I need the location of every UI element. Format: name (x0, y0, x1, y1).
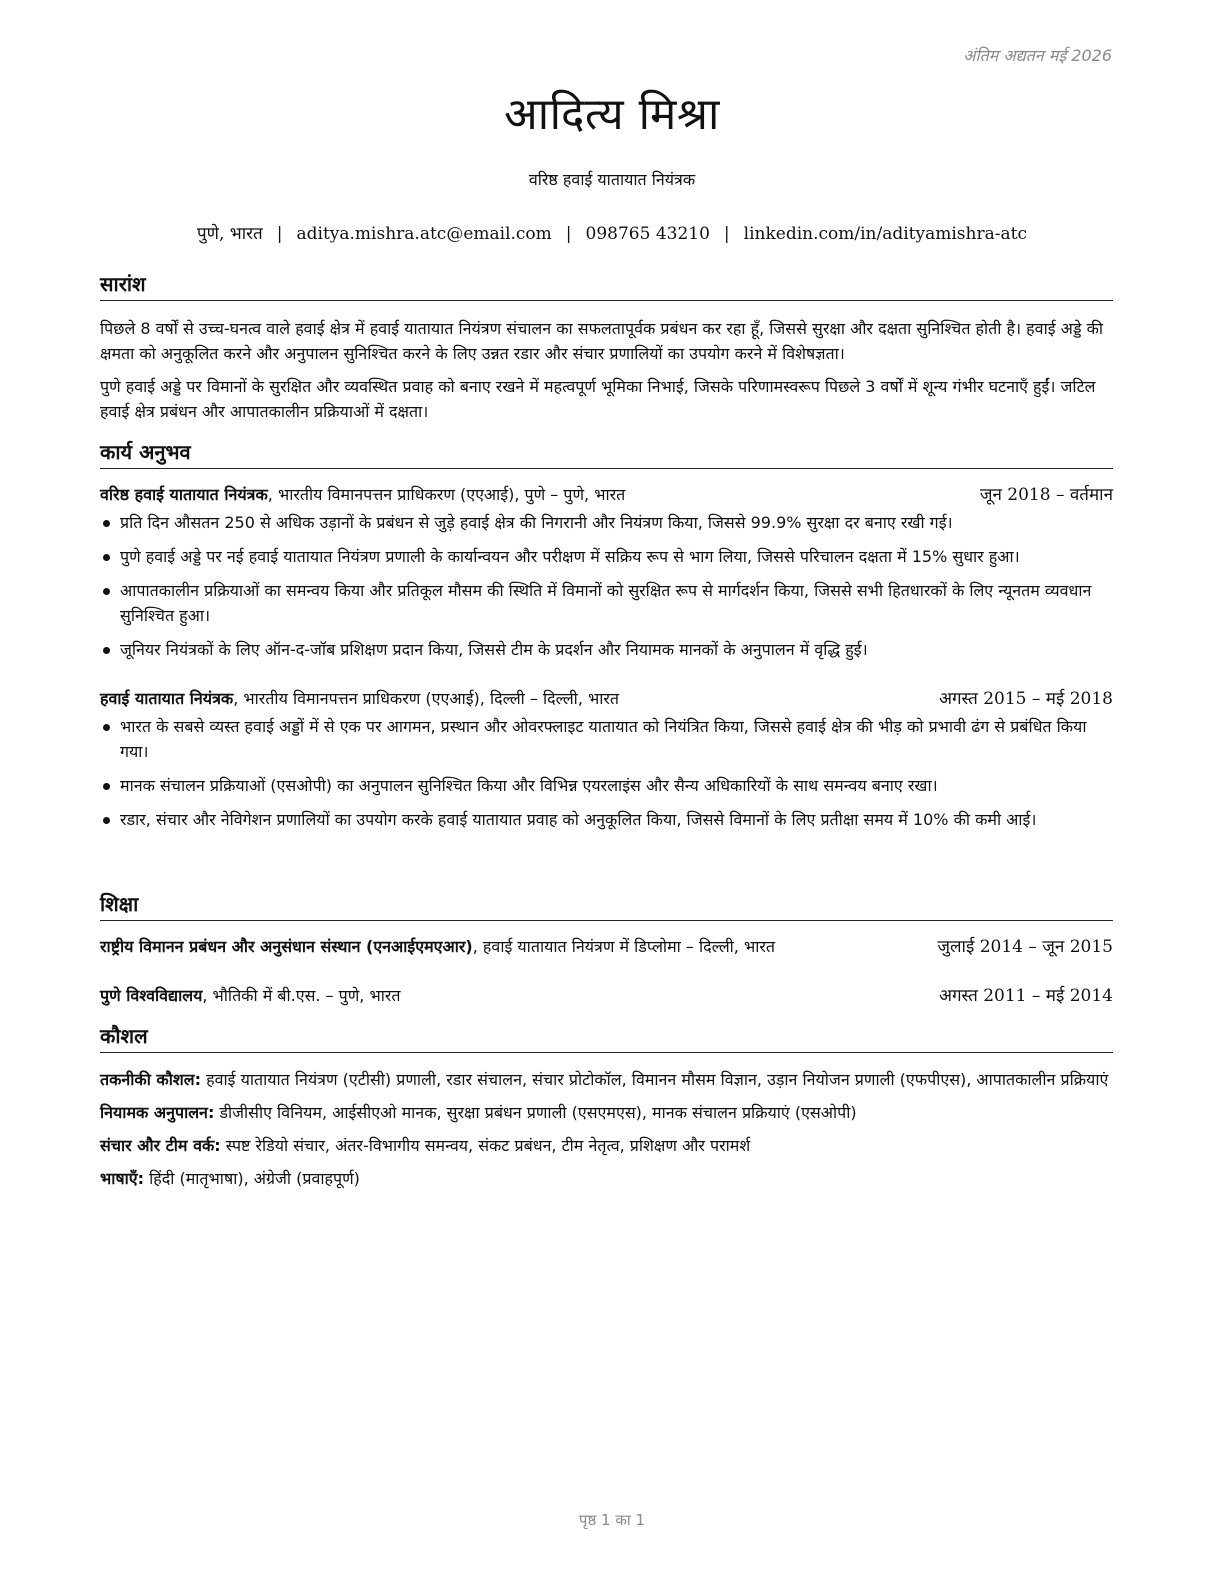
education-dates: जुलाई 2014 – जून 2015 (937, 937, 1113, 957)
education-entry (100, 935, 1113, 959)
contact-line (0, 221, 1224, 244)
skill-value: डीजीसीए विनियम, आईसीएओ मानक, सुरक्षा प्रबंधन प्रणाली (एसएमएस), मानक संचालन प्रक्रियाएं (एसओपी) (214, 1103, 857, 1122)
experience-section (100, 438, 1113, 832)
job-org: , भारतीय विमानपत्तन प्राधिकरण (एएआई), दिल्ली – दिल्ली, भारत (233, 689, 620, 708)
bullet-item: मानक संचालन प्रक्रियाओं (एसओपी) का अनुपालन सुनिश्चित किया और विभिन्न एयरलाइंस और सैन्य अधिकारियों के साथ समन्वय बनाए रखा। (120, 773, 1113, 798)
skill-line (100, 1100, 1113, 1125)
last-updated: अंतिम अद्यतन मई 2026 (963, 46, 1112, 65)
summary-paragraph: पुणे हवाई अड्डे पर विमानों के सुरक्षित और व्यवस्थित प्रवाह को बनाए रखने में महत्वपूर्ण भूमिका निभाई, जिसके परिणामस्वरूप पिछले 3 वर्षों में शून्य गंभीर घटनाएँ हुईं। जटिल हवाई क्षेत्र प्रबंधन और आपातकालीन प्रक्रियाओं में दक्षता। (100, 377, 1096, 421)
skill-label: नियामक अनुपालन: (100, 1103, 215, 1122)
skill-label: संचार और टीम वर्क: (100, 1136, 221, 1155)
education-dates: अगस्त 2011 – मई 2014 (938, 986, 1113, 1006)
candidate-name: आदित्य मिश्रा (504, 89, 720, 140)
section-title-summary: सारांश (100, 270, 1113, 301)
skill-value: स्पष्ट रेडियो संचार, अंतर-विभागीय समन्वय, संकट प्रबंधन, टीम नेतृत्व, प्रशिक्षण और परामर्श (220, 1136, 751, 1155)
skill-line (100, 1133, 1113, 1158)
education-institution: पुणे विश्वविद्यालय (100, 986, 203, 1005)
contact-linkedin[interactable]: linkedin.com/in/adityamishra-atc (743, 224, 1027, 244)
skill-value: हवाई यातायात नियंत्रण (एटीसी) प्रणाली, रडार संचालन, संचार प्रोटोकॉल, विमानन मौसम विज्ञान, उड़ान नियोजन प्रणाली (एफपीएस), आपातकालीन प्रक्रियाएं (201, 1070, 1109, 1089)
job-role: हवाई यातायात नियंत्रक (100, 689, 234, 708)
education-section (100, 890, 1113, 1008)
job-entry (100, 483, 1113, 662)
page-number: पृष्ठ 1 का 1 (578, 1511, 646, 1529)
education-details: , हवाई यातायात नियंत्रण में डिप्लोमा – दिल्ली, भारत (472, 937, 776, 956)
section-title-education: शिक्षा (100, 890, 1113, 921)
job-role: वरिष्ठ हवाई यातायात नियंत्रक (100, 485, 268, 504)
bullet-item: जूनियर नियंत्रकों के लिए ऑन-द-जॉब प्रशिक्षण प्रदान किया, जिससे टीम के प्रदर्शन और नियामक मानकों के अनुपालन में वृद्धि हुई। (120, 637, 1113, 662)
job-dates: जून 2018 – वर्तमान (979, 485, 1113, 505)
job-dates: अगस्त 2015 – मई 2018 (938, 689, 1113, 709)
separator: | (565, 224, 572, 244)
education-institution: राष्ट्रीय विमानन प्रबंधन और अनुसंधान संस्थान (एनआईएमएआर) (100, 937, 473, 956)
job-header (100, 687, 1113, 711)
bullet-item: आपातकालीन प्रक्रियाओं का समन्वय किया और प्रतिकूल मौसम की स्थिति में विमानों को सुरक्षित रूप से मार्गदर्शन किया, जिससे सभी हितधारकों के लिए न्यूनतम व्यवधान सुनिश्चित हुआ। (120, 578, 1113, 628)
bullet-item: भारत के सबसे व्यस्त हवाई अड्डों में से एक पर आगमन, प्रस्थान और ओवरफ्लाइट यातायात को नियंत्रित किया, जिससे हवाई क्षेत्र की भीड़ को प्रभावी ढंग से प्रबंधित किया गया। (120, 714, 1113, 764)
skill-line (100, 1166, 1113, 1191)
summary-paragraph: पिछले 8 वर्षों से उच्च-घनत्व वाले हवाई क्षेत्र में हवाई यातायात नियंत्रण संचालन का सफलतापूर्वक प्रबंधन कर रहा हूँ, जिससे सुरक्षा और दक्षता सुनिश्चित होती है। हवाई अड्डे की क्षमता को अनुकूलित करने और अनुपालन सुनिश्चित करने के लिए उन्नत रडार और संचार प्रणालियों का उपयोग करने में विशेषज्ञता। (100, 319, 1104, 363)
job-org: , भारतीय विमानपत्तन प्राधिकरण (एएआई), पुणे – पुणे, भारत (267, 485, 626, 504)
education-entry (100, 984, 1113, 1008)
section-title-experience: कार्य अनुभव (100, 438, 1113, 469)
separator: | (276, 224, 283, 244)
bullet-item: रडार, संचार और नेविगेशन प्रणालियों का उपयोग करके हवाई यातायात प्रवाह को अनुकूलित किया, जिससे विमानों के लिए प्रतीक्षा समय में 10% की कमी आई। (120, 807, 1113, 832)
skill-value: हिंदी (मातृभाषा), अंग्रेजी (प्रवाहपूर्ण) (144, 1169, 360, 1188)
education-details: , भौतिकी में बी.एस. – पुणे, भारत (202, 986, 401, 1005)
skill-label: भाषाएँ: (100, 1169, 145, 1188)
job-bullets (100, 510, 1113, 662)
summary-section (100, 270, 1113, 424)
skills-section (100, 1022, 1113, 1191)
job-entry (100, 687, 1113, 832)
contact-location: पुणे, भारत (197, 224, 263, 244)
bullet-item: प्रति दिन औसतन 250 से अधिक उड़ानों के प्रबंधन से जुड़े हवाई क्षेत्र की निगरानी और नियंत्रण किया, जिससे 99.9% सुरक्षा दर बनाए रखी गई। (120, 510, 1113, 535)
skill-label: तकनीकी कौशल: (100, 1070, 201, 1089)
section-title-skills: कौशल (100, 1022, 1113, 1053)
contact-email[interactable]: aditya.mishra.atc@email.com (296, 224, 552, 244)
job-bullets (100, 714, 1113, 832)
bullet-item: पुणे हवाई अड्डे पर नई हवाई यातायात नियंत्रण प्रणाली के कार्यान्वयन और परीक्षण में सक्रिय रूप से भाग लिया, जिससे परिचालन दक्षता में 15% सुधार हुआ। (120, 544, 1113, 569)
job-title: वरिष्ठ हवाई यातायात नियंत्रक (528, 170, 696, 189)
skill-line (100, 1067, 1113, 1092)
separator: | (723, 224, 730, 244)
contact-phone[interactable]: 098765 43210 (585, 224, 710, 244)
job-header (100, 483, 1113, 507)
